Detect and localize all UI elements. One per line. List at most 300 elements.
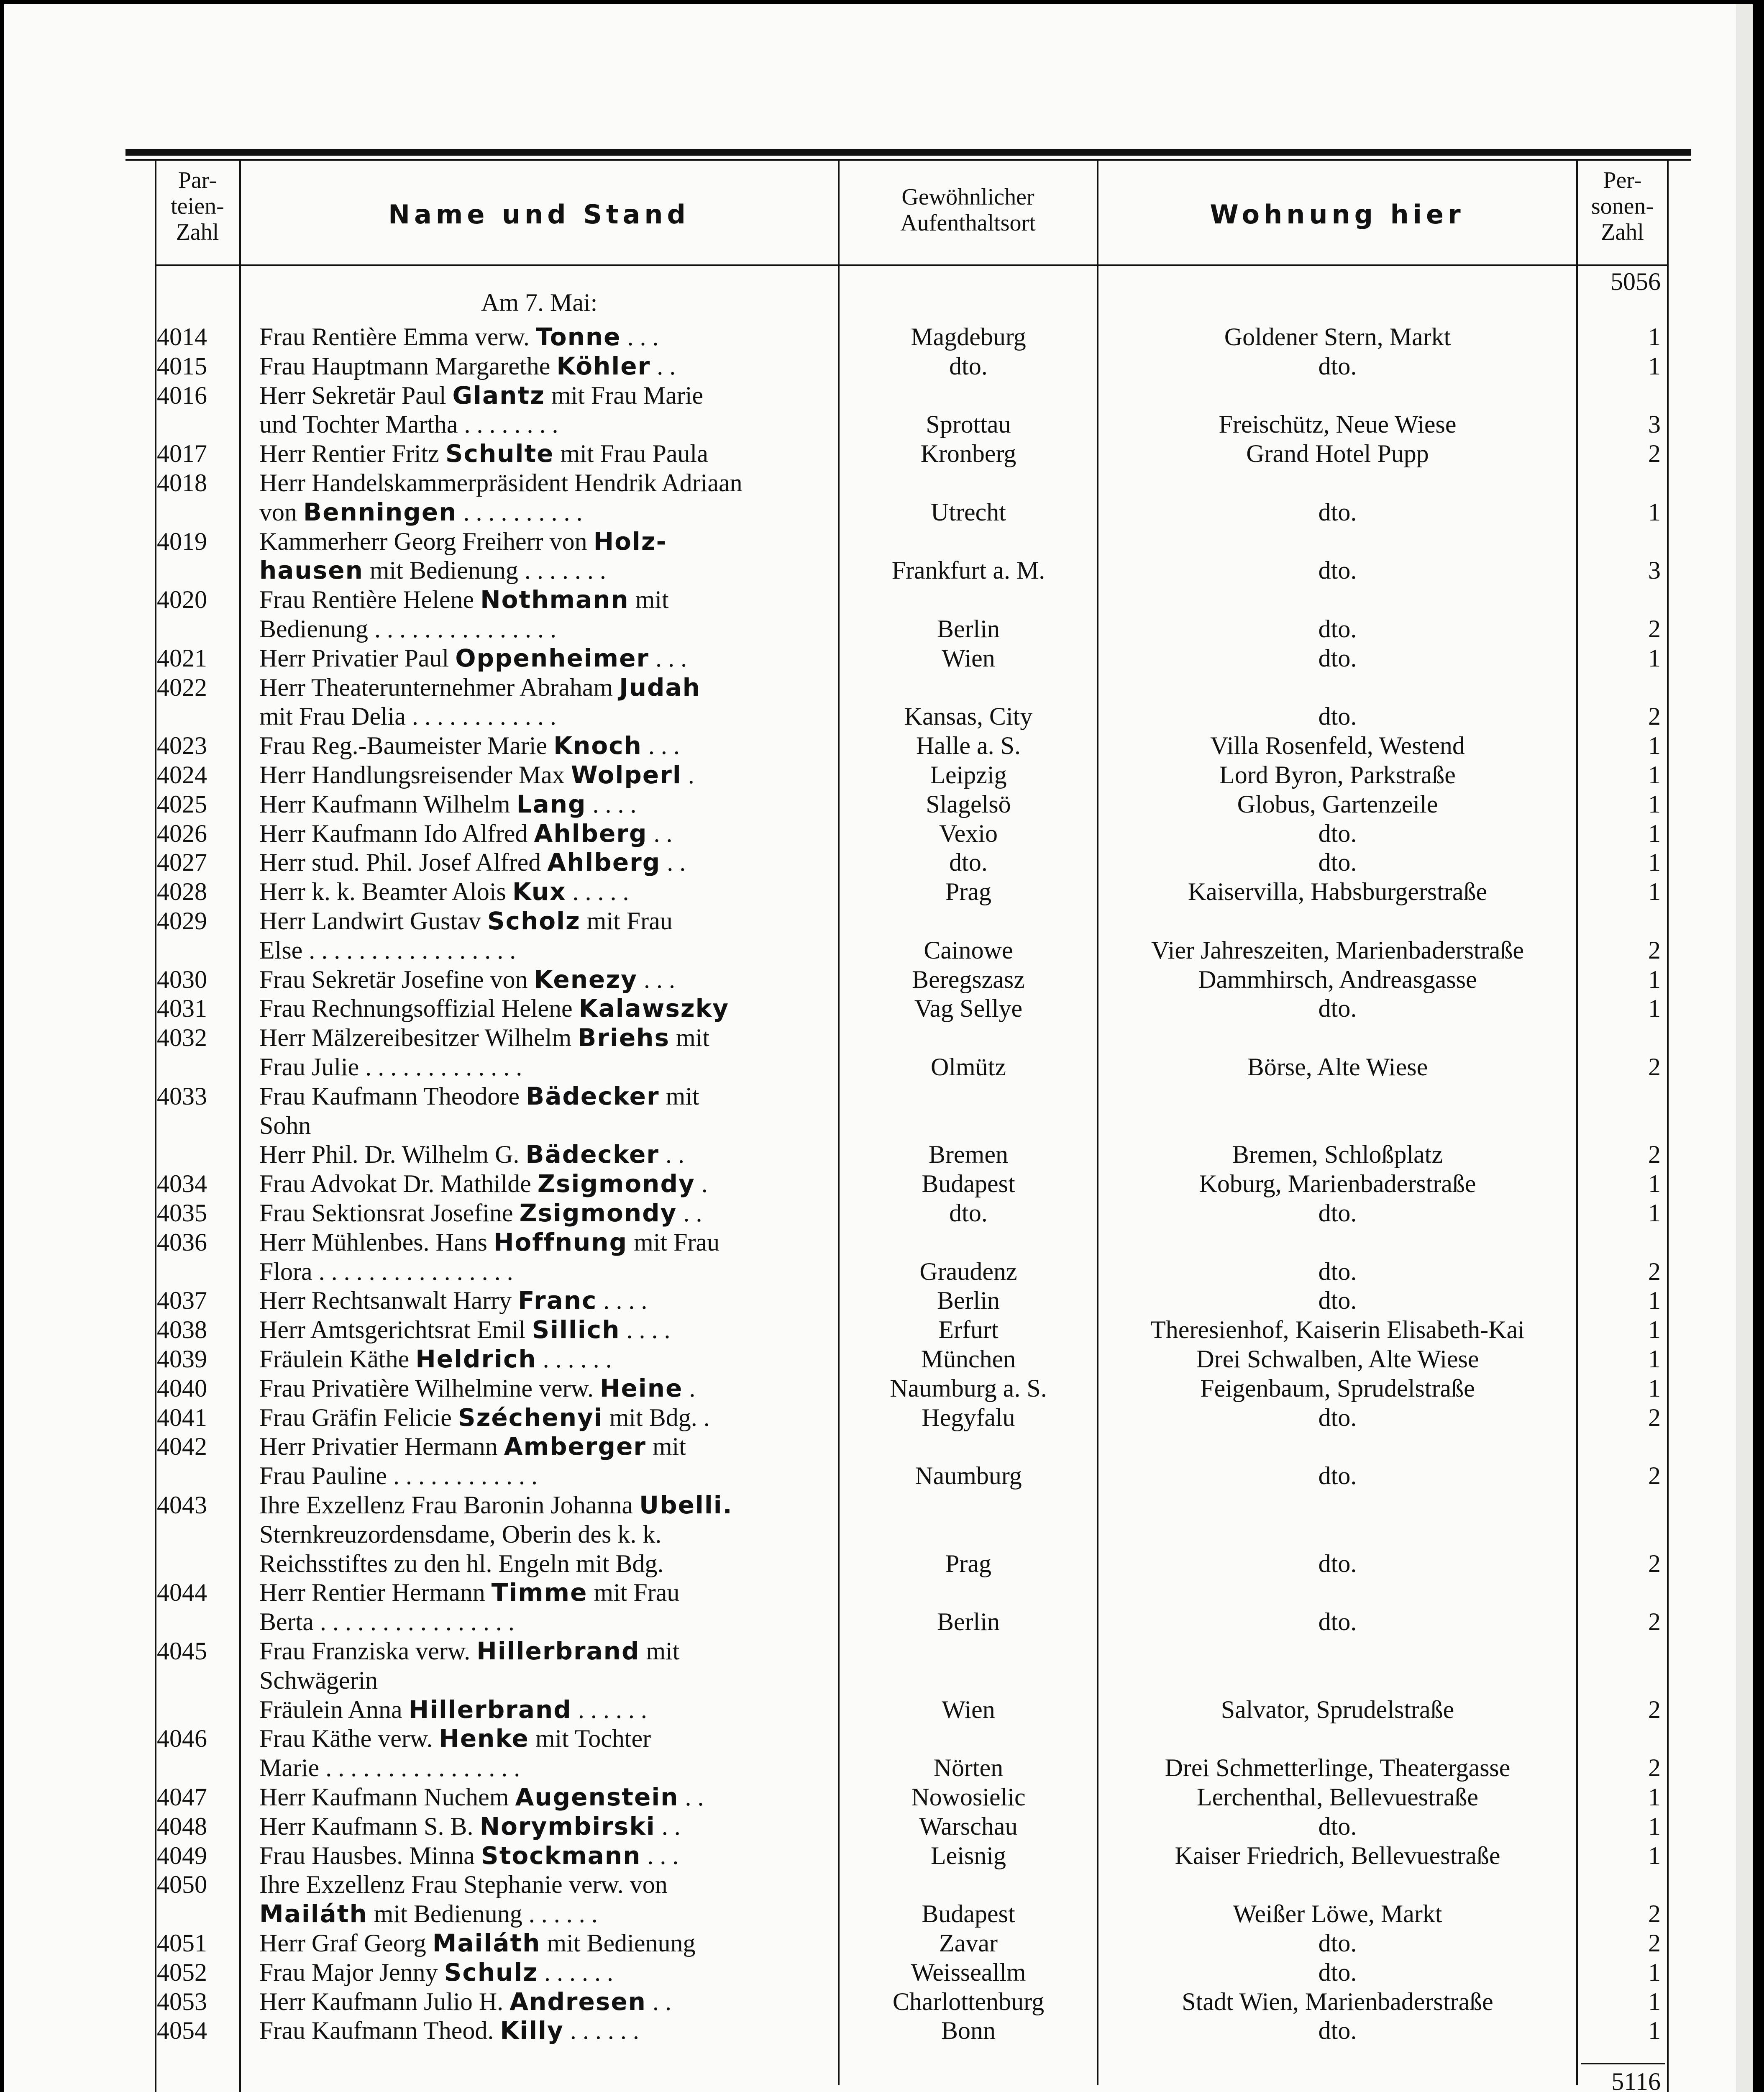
name-and-status [259, 1549, 837, 1578]
usual-residence: Berlin [937, 1608, 1000, 1636]
party-number: 4042 [157, 1433, 207, 1461]
lodging-here: dto. [1318, 352, 1357, 380]
name-and-status [259, 468, 837, 497]
lodging-here: Freischütz, Neue Wiese [1219, 410, 1457, 438]
party-number: 4030 [157, 965, 207, 993]
name-and-status [259, 381, 837, 410]
lodging-here: Bremen, Schloßplatz [1232, 1141, 1443, 1169]
name-text-trailing: mit Bdg. . [603, 1403, 710, 1431]
name-text-trailing: . . [659, 1141, 684, 1169]
name-text-trailing: . . . . [620, 1316, 671, 1344]
name-text: Herr Kaufmann Ido Alfred [259, 819, 534, 847]
name-and-status [259, 2016, 837, 2045]
name-and-status [259, 1899, 837, 1928]
name-text: Ihre Exzellenz Frau Stephanie verw. von [259, 1871, 668, 1899]
surname: Kux [512, 877, 566, 906]
page-edge [1736, 4, 1753, 2092]
name-text-trailing: mit Frau Paula [554, 440, 708, 468]
party-number: 4034 [157, 1170, 207, 1198]
party-number: 4040 [157, 1374, 207, 1402]
usual-residence: dto. [949, 849, 988, 877]
party-number: 4037 [157, 1287, 207, 1315]
usual-residence: Bremen [929, 1141, 1008, 1169]
usual-residence: Graudenz [919, 1257, 1017, 1285]
persons-count: 1 [1648, 2017, 1661, 2045]
lodging-here: Kaiser Friedrich, Bellevuestraße [1175, 1841, 1500, 1869]
persons-count: 1 [1648, 1987, 1661, 2015]
surname: Killy [500, 2016, 564, 2045]
name-text: von [259, 498, 303, 526]
name-text: Frau Hauptmann Margarethe [259, 352, 557, 380]
name-text: Fräulein Käthe [259, 1345, 416, 1373]
surname: Sillich [532, 1315, 620, 1344]
usual-residence: Frankfurt a. M. [891, 556, 1045, 585]
persons-count: 1 [1648, 761, 1661, 789]
party-number: 4016 [157, 381, 207, 409]
usual-residence: Bonn [941, 2017, 996, 2045]
persons-count: 2 [1648, 1929, 1661, 1957]
name-text-trailing: . . [655, 1812, 681, 1840]
party-number: 4021 [157, 644, 207, 672]
party-number: 4044 [157, 1579, 207, 1607]
surname: Schulz [444, 1958, 538, 1987]
name-text: Herr Handlungsreisender Max [259, 761, 571, 789]
header-col-pers-line: Zahl [1601, 219, 1644, 245]
lodging-here: dto. [1318, 615, 1357, 643]
usual-residence: Leipzig [930, 761, 1007, 789]
header-col-place-line: Gewöhnlicher [901, 184, 1034, 210]
surname: Mailáth [432, 1929, 541, 1957]
name-and-status [259, 1403, 837, 1432]
usual-residence: Zavar [939, 1929, 998, 1957]
party-number: 4050 [157, 1871, 207, 1899]
usual-residence: Beregszasz [912, 965, 1025, 993]
name-text: Herr k. k. Beamter Alois [259, 878, 512, 906]
party-number: 4051 [157, 1929, 207, 1957]
usual-residence: Kronberg [920, 440, 1016, 468]
name-text-trailing: . . [650, 352, 676, 380]
party-number: 4049 [157, 1841, 207, 1869]
surname: Bädecker [526, 1082, 660, 1110]
persons-count: 2 [1648, 1549, 1661, 1577]
name-and-status [259, 1841, 837, 1870]
party-number: 4026 [157, 819, 207, 847]
persons-count: 3 [1648, 410, 1661, 438]
header-col-pers-line: sonen- [1591, 193, 1654, 219]
party-number: 4038 [157, 1316, 207, 1344]
lodging-here: Theresienhof, Kaiserin Elisabeth-Kai [1150, 1316, 1525, 1344]
name-text: Frau Sekretär Josefine von [259, 965, 534, 993]
party-number: 4025 [157, 790, 207, 818]
header-col-no-line: Par- [178, 167, 217, 193]
persons-count: 2 [1648, 1695, 1661, 1723]
name-text: Frau Major Jenny [259, 1958, 444, 1986]
name-text: Herr Phil. Dr. Wilhelm G. [259, 1141, 526, 1169]
name-text-trailing: mit Bedienung . . . . . . . [363, 556, 606, 585]
lodging-here: dto. [1318, 1403, 1357, 1431]
date-heading: Am 7. Mai: [481, 289, 598, 316]
usual-residence: Halle a. S. [916, 732, 1021, 760]
surname: Ubelli. [639, 1491, 733, 1519]
usual-residence: Budapest [922, 1900, 1015, 1928]
name-text: Herr Privatier Paul [259, 644, 456, 672]
surname: Heldrich [415, 1345, 537, 1373]
name-and-status [259, 1257, 837, 1286]
persons-count: 1 [1648, 1287, 1661, 1315]
usual-residence: München [921, 1345, 1016, 1373]
name-text: Herr Landwirt Gustav [259, 907, 487, 935]
usual-residence: Wien [942, 644, 995, 672]
persons-count: 1 [1648, 1841, 1661, 1869]
name-and-status [259, 819, 837, 848]
name-text: Fräulein Anna [259, 1695, 409, 1723]
persons-count: 1 [1648, 878, 1661, 906]
lodging-here: Villa Rosenfeld, Westend [1210, 732, 1465, 760]
lodging-here: Börse, Alte Wiese [1247, 1053, 1428, 1081]
name-and-status [259, 1082, 837, 1111]
persons-count: 1 [1648, 995, 1661, 1023]
party-number: 4027 [157, 849, 207, 877]
end-total: 5116 [1611, 2068, 1661, 2092]
surname: Heine [600, 1374, 683, 1402]
usual-residence: Utrecht [931, 498, 1006, 526]
persons-count: 2 [1648, 1403, 1661, 1431]
name-text-trailing: . . [646, 1987, 671, 2015]
name-and-status [259, 1520, 837, 1549]
usual-residence: Magdeburg [911, 323, 1026, 351]
surname: Széchenyi [458, 1403, 603, 1432]
party-number: 4041 [157, 1403, 207, 1431]
name-text: Herr Theaterunternehmer Abraham [259, 673, 620, 701]
persons-count: 1 [1648, 790, 1661, 818]
header-col-place-line: Aufenthaltsort [900, 210, 1036, 236]
name-and-status [259, 643, 837, 673]
party-number: 4032 [157, 1024, 207, 1052]
party-number: 4036 [157, 1228, 207, 1256]
lodging-here: dto. [1318, 1462, 1357, 1490]
persons-count: 1 [1648, 352, 1661, 380]
persons-count: 1 [1648, 1374, 1661, 1402]
name-and-status [259, 790, 837, 819]
name-text-trailing: mit Frau [587, 1579, 680, 1607]
persons-count: 1 [1648, 819, 1661, 847]
party-number: 4043 [157, 1491, 207, 1519]
surname: Köhler [556, 351, 651, 380]
name-text: Herr Mälzereibesitzer Wilhelm [259, 1024, 578, 1052]
name-and-status [259, 585, 837, 614]
name-text-trailing: mit Frau Marie [545, 381, 704, 409]
name-text: Else . . . . . . . . . . . . . . . . . [259, 936, 516, 964]
persons-count: 1 [1648, 1170, 1661, 1198]
name-text-trailing: . . [661, 849, 686, 877]
name-text: Herr Rechtsanwalt Harry [259, 1287, 518, 1315]
name-text-trailing: mit [659, 1082, 699, 1110]
lodging-here: Vier Jahreszeiten, Marienbaderstraße [1151, 936, 1524, 964]
name-text: Frau Rentière Emma verw. [259, 323, 536, 351]
lodging-here: dto. [1318, 2017, 1357, 2045]
persons-count: 1 [1648, 1812, 1661, 1840]
party-number: 4015 [157, 352, 207, 380]
lodging-here: dto. [1318, 819, 1357, 847]
persons-count: 2 [1648, 1141, 1661, 1169]
name-and-status [259, 848, 837, 877]
usual-residence: Charlottenburg [892, 1987, 1045, 2015]
name-and-status [259, 1928, 837, 1958]
lodging-here: dto. [1318, 849, 1357, 877]
lodging-here: Stadt Wien, Marienbaderstraße [1182, 1987, 1493, 2015]
party-number: 4028 [157, 878, 207, 906]
surname: Hillerbrand [476, 1637, 640, 1665]
lodging-here: Weißer Löwe, Markt [1233, 1900, 1442, 1928]
name-text-trailing: . . [677, 1199, 702, 1227]
name-text: Bedienung . . . . . . . . . . . . . . . [259, 615, 556, 643]
surname: Mailáth [259, 1900, 368, 1928]
usual-residence: Nowosielic [911, 1783, 1026, 1811]
name-text: Herr Graf Georg [259, 1929, 433, 1957]
name-text: Herr Kaufmann S. B. [259, 1812, 480, 1840]
column-line [838, 161, 840, 2085]
surname: Glantz [452, 381, 545, 410]
lodging-here: dto. [1318, 498, 1357, 526]
top-rule [125, 149, 1691, 156]
name-text-trailing: . . . [649, 644, 687, 672]
name-and-status [259, 1870, 837, 1899]
name-text-trailing: . . . . . [566, 878, 629, 906]
surname: Holz- [593, 527, 667, 556]
surname: Lang [516, 790, 586, 818]
name-text-trailing: . . . [641, 1841, 679, 1869]
party-number: 4017 [157, 440, 207, 468]
surname: Hoffnung [493, 1228, 628, 1256]
party-number: 4048 [157, 1812, 207, 1840]
surname: Hillerbrand [408, 1695, 572, 1724]
name-text: Herr Privatier Hermann [259, 1433, 504, 1461]
name-text: Frau Privatière Wilhelmine verw. [259, 1374, 600, 1402]
name-text-trailing: . [695, 1170, 708, 1198]
name-text: Frau Hausbes. Minna [259, 1841, 481, 1869]
name-and-status [259, 1812, 837, 1841]
name-and-status [259, 410, 837, 439]
lodging-here: Koburg, Marienbaderstraße [1199, 1170, 1476, 1198]
name-text: und Tochter Martha . . . . . . . . [259, 410, 558, 438]
name-text-trailing: . [681, 761, 694, 789]
name-and-status [259, 556, 837, 585]
persons-count: 3 [1648, 556, 1661, 585]
name-text: Herr Rentier Fritz [259, 440, 445, 468]
persons-count: 1 [1648, 1199, 1661, 1227]
party-number: 4014 [157, 323, 207, 351]
surname: Knoch [553, 731, 642, 760]
lodging-here: Drei Schmetterlinge, Theatergasse [1165, 1754, 1511, 1782]
name-text: Frau Käthe verw. [259, 1725, 439, 1753]
name-and-status [259, 1169, 837, 1198]
name-text-trailing: mit [669, 1024, 709, 1052]
name-and-status [259, 527, 837, 556]
name-and-status [259, 1607, 837, 1636]
name-and-status [259, 1958, 837, 1987]
party-number: 4045 [157, 1637, 207, 1665]
persons-count: 1 [1648, 1316, 1661, 1344]
lodging-here: dto. [1318, 1608, 1357, 1636]
usual-residence: dto. [949, 352, 988, 380]
name-text: Schwägerin [259, 1666, 378, 1694]
name-text-trailing: . . . [642, 732, 680, 760]
surname: Amberger [504, 1432, 647, 1461]
name-text: Sternkreuzordensdame, Oberin des k. k. [259, 1520, 662, 1548]
surname: Henke [439, 1724, 529, 1753]
persons-count: 1 [1648, 1783, 1661, 1811]
name-text: Frau Sektionsrat Josefine [259, 1199, 520, 1227]
name-and-status [259, 1432, 837, 1461]
lodging-here: Drei Schwalben, Alte Wiese [1196, 1345, 1479, 1373]
party-number: 4022 [157, 673, 207, 701]
name-text: Herr Kaufmann Nuchem [259, 1783, 515, 1811]
party-number: 4020 [157, 586, 207, 614]
name-text-trailing: mit [629, 586, 669, 614]
name-and-status [259, 1052, 837, 1082]
usual-residence: Kansas, City [904, 702, 1033, 731]
name-text: Herr Kaufmann Wilhelm [259, 790, 517, 818]
usual-residence: Vexio [939, 819, 998, 847]
name-text-trailing: mit Bedienung [540, 1929, 696, 1957]
surname: hausen [259, 556, 364, 585]
name-and-status [259, 906, 837, 936]
name-and-status [259, 936, 837, 965]
column-line [239, 161, 241, 2092]
surname: Franc [518, 1286, 597, 1315]
party-number: 4046 [157, 1725, 207, 1753]
name-and-status [259, 1987, 837, 2016]
party-number: 4033 [157, 1082, 207, 1110]
surname: Andresen [509, 1987, 646, 2016]
name-and-status [259, 1490, 837, 1520]
header-col-addr: Wohnung hier [1210, 199, 1465, 230]
persons-count: 1 [1648, 849, 1661, 877]
name-and-status [259, 1636, 837, 1666]
surname: Schulte [445, 439, 554, 468]
usual-residence: Cainowe [924, 936, 1013, 964]
lodging-here: dto. [1318, 1257, 1357, 1285]
name-and-status [259, 965, 837, 994]
lodging-here: dto. [1318, 1549, 1357, 1577]
party-number: 4023 [157, 732, 207, 760]
name-and-status [259, 1315, 837, 1344]
name-text: Herr stud. Phil. Josef Alfred [259, 849, 548, 877]
name-text: Kammerherr Georg Freiherr von [259, 527, 594, 555]
surname: Zsigmondy [519, 1199, 677, 1227]
party-number: 4029 [157, 907, 207, 935]
name-and-status [259, 731, 837, 760]
name-text: Herr Rentier Hermann [259, 1579, 492, 1607]
party-number: 4053 [157, 1987, 207, 2015]
name-text-trailing: . [683, 1374, 696, 1402]
usual-residence: Prag [945, 878, 991, 906]
name-text-trailing: . . . . [586, 790, 637, 818]
name-text: Frau Kaufmann Theod. [259, 2017, 500, 2045]
header-col-no [156, 167, 239, 245]
surname: Kalawszky [579, 994, 730, 1023]
name-text: mit Frau Delia . . . . . . . . . . . . [259, 702, 556, 731]
lodging-here: dto. [1318, 1812, 1357, 1840]
party-number: 4031 [157, 995, 207, 1023]
name-text: Herr Kaufmann Julio H. [259, 1987, 510, 2015]
lodging-here: dto. [1318, 1929, 1357, 1957]
party-number: 4052 [157, 1958, 207, 1986]
name-text-trailing: . . . [637, 965, 675, 993]
lodging-here: Grand Hotel Pupp [1246, 440, 1429, 468]
name-text-trailing: . . . [621, 323, 659, 351]
name-text: Flora . . . . . . . . . . . . . . . . [259, 1257, 513, 1285]
persons-count: 1 [1648, 1345, 1661, 1373]
name-text: Sohn [259, 1111, 311, 1139]
usual-residence: Nörten [933, 1754, 1004, 1782]
name-text: Frau Reg.-Baumeister Marie [259, 732, 554, 760]
surname: Stockmann [481, 1841, 641, 1870]
persons-count: 2 [1648, 615, 1661, 643]
name-and-status [259, 1695, 837, 1724]
lodging-here: Goldener Stern, Markt [1224, 323, 1451, 351]
name-and-status [259, 673, 837, 702]
usual-residence: Hegyfalu [922, 1403, 1015, 1431]
name-text: Frau Kaufmann Theodore [259, 1082, 526, 1110]
persons-count: 1 [1648, 732, 1661, 760]
usual-residence: Sprottau [926, 410, 1011, 438]
name-and-status [259, 1724, 837, 1753]
party-number: 4019 [157, 527, 207, 555]
usual-residence: Slagelsö [926, 790, 1011, 818]
surname: Nothmann [480, 585, 629, 614]
name-text: Frau Julie . . . . . . . . . . . . . [259, 1053, 522, 1081]
name-text-trailing: mit Frau [580, 907, 673, 935]
usual-residence: Warschau [919, 1812, 1018, 1840]
usual-residence: Olmütz [931, 1053, 1006, 1081]
lodging-here: dto. [1318, 995, 1357, 1023]
lodging-here: dto. [1318, 556, 1357, 585]
name-text-trailing: . . . . . . [563, 2017, 639, 2045]
name-text: Frau Franziska verw. [259, 1637, 477, 1665]
name-and-status [259, 1111, 837, 1140]
usual-residence: Leisnig [931, 1841, 1006, 1869]
name-text-trailing: . . . . . . . . . . [457, 498, 583, 526]
name-and-status [259, 1782, 837, 1812]
persons-count: 2 [1648, 1257, 1661, 1285]
name-text-trailing: . . . . . . [571, 1695, 647, 1723]
surname: Zsigmondy [537, 1169, 695, 1198]
surname: Augenstein [515, 1783, 679, 1811]
persons-count: 1 [1648, 323, 1661, 351]
surname: Ahlberg [547, 848, 661, 877]
name-text: Berta . . . . . . . . . . . . . . . . [259, 1608, 515, 1636]
lodging-here: dto. [1318, 1958, 1357, 1986]
name-and-status [259, 1228, 837, 1257]
surname: Scholz [487, 907, 581, 935]
surname: Benningen [303, 497, 457, 526]
surname: Tonne [535, 323, 621, 351]
party-number: 4054 [157, 2017, 207, 2045]
lodging-here: Lord Byron, Parkstraße [1219, 761, 1456, 789]
name-and-status [259, 877, 837, 906]
name-and-status [259, 1461, 837, 1490]
persons-count: 2 [1648, 440, 1661, 468]
header-col-pers [1578, 167, 1667, 245]
usual-residence: Weisseallm [911, 1958, 1026, 1986]
lodging-here: Dammhirsch, Andreasgasse [1198, 965, 1477, 993]
persons-count: 2 [1648, 1462, 1661, 1490]
name-and-status [259, 322, 837, 351]
name-text: Herr Sekretär Paul [259, 381, 453, 409]
name-and-status [259, 1140, 837, 1169]
usual-residence: dto. [949, 1199, 988, 1227]
